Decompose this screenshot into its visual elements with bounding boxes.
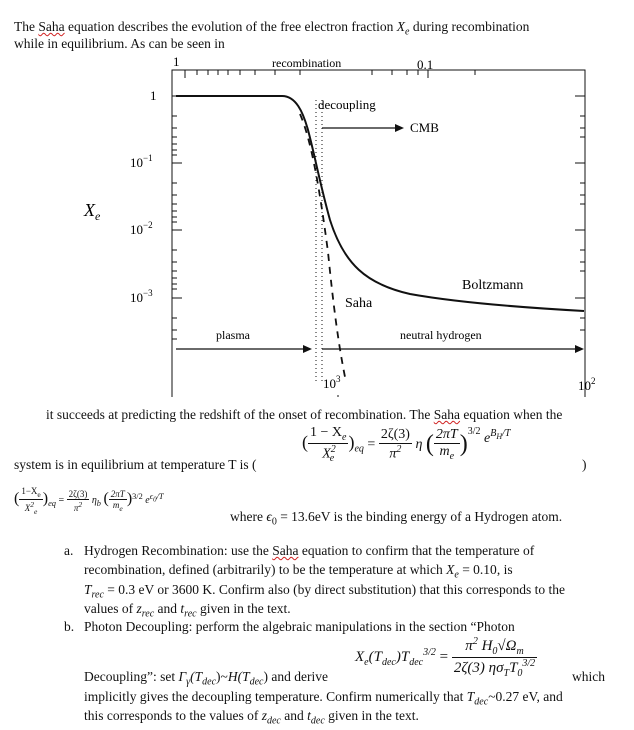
bottom-axis-left-label: $10^3$ bbox=[323, 374, 341, 391]
plasma-label: plasma bbox=[216, 328, 250, 342]
item-b-which: which bbox=[572, 669, 605, 684]
plot-frame bbox=[172, 70, 585, 397]
saha-dashed-curve bbox=[300, 114, 345, 377]
lhs-fraction: $\frac{1 - X_e}{X^2_e}$ bbox=[310, 425, 347, 465]
item-a-line-4: values of $z_{rec}$ and $t_{rec}$ given in the text. bbox=[84, 601, 291, 620]
recombination-label: recombination bbox=[272, 56, 342, 70]
intro-text: during recombination bbox=[409, 19, 530, 34]
saha-word: Saha bbox=[272, 543, 299, 558]
decoupling-label: decoupling bbox=[318, 97, 376, 112]
saha-word: Saha bbox=[38, 19, 65, 34]
saha-equation-inline: ( $\frac{1-X_e}{X^2_e}$ )$_{eq}$ = $\frac{2\zeta(3)}{\pi^2}$ $\eta_b$ ( $\frac{2\pi T}{m_e}$ )$^{3/2}$ $e^{\epsilon_0/T}$ bbox=[14, 486, 164, 516]
saha-word: Saha bbox=[433, 407, 461, 422]
body-text: it succeeds at predicting the redshift of the onset of recombination. The bbox=[46, 407, 434, 422]
item-b-line-3: implicitly gives the decoupling temperature. Confirm numerically that $T_{dec}\sim 0.27$ eV, and bbox=[84, 689, 563, 708]
left-axis-ticks bbox=[172, 96, 182, 339]
neutral-arrow-head bbox=[575, 345, 584, 353]
body-text: equation when the bbox=[460, 407, 563, 422]
neutral-hydrogen-label: neutral hydrogen bbox=[400, 328, 482, 342]
after-figure-line-1 bbox=[46, 406, 562, 423]
intro-line-2: while in equilibrium. As can be seen in bbox=[14, 36, 225, 51]
y-tick-1e-2: $10^{-2}$ bbox=[130, 220, 153, 237]
saha-equation-display: ( $\frac{1 - X_e}{X^2_e}$ )$_{eq}$ = $\frac{2\zeta(3)}{\pi^2}$ η ( $\frac{2\pi T}{m_e}$ )$^{3/2}$ $e^{B_H/T}$ bbox=[302, 425, 511, 465]
y-axis-label: $X_e$ bbox=[84, 200, 101, 223]
after-figure-line-2-close: ) bbox=[582, 457, 587, 472]
y-tick-1e-3: $10^{-3}$ bbox=[130, 288, 153, 305]
intro-text: equation describes the evolution of the free electron fraction bbox=[64, 19, 397, 34]
boltzmann-label: Boltzmann bbox=[462, 278, 524, 293]
item-b-line-2: Decoupling”: set $\Gamma_\gamma(T_{dec})\sim H(T_{dec})$ and derive bbox=[84, 669, 328, 688]
decoupling-fraction: $\frac{\pi^2 H_0√\Omega_m}{2\zeta(3) \eta\sigma_TT_0^{3/2}}$ bbox=[453, 636, 536, 679]
item-a-marker: a. bbox=[64, 543, 74, 558]
cmb-arrow-head bbox=[395, 124, 404, 132]
saha-label: Saha bbox=[345, 296, 373, 311]
plasma-arrow-head bbox=[303, 345, 312, 353]
item-a-line-1: Hydrogen Recombination: use the Saha equation to confirm that the temperature of bbox=[84, 543, 535, 558]
cmb-label: CMB bbox=[410, 120, 439, 135]
coef-fraction: $\frac{2\zeta(3)}{\pi^2}$ bbox=[380, 426, 410, 462]
xe-sub: e bbox=[405, 26, 410, 38]
binding-energy-line: where $\epsilon_0 = 13.6eV$ is the binding energy of a Hydrogen atom. bbox=[230, 509, 563, 528]
right-axis-ticks bbox=[575, 96, 585, 330]
y-tick-1: 1 bbox=[150, 88, 157, 103]
item-b-marker: b. bbox=[64, 619, 75, 634]
decoupling-equation: $X_e(T_{dec})T_{dec}^{3/2}$ = $\frac{\pi^2 H_0√\Omega_m}{2\zeta(3) \eta\sigma_TT_0^{3/2}}$ bbox=[355, 636, 536, 679]
top-axis-right-label: 0.1 bbox=[417, 57, 434, 72]
item-b-line-4: this corresponds to the values of $z_{dec}$ and $t_{dec}$ given in the text. bbox=[84, 708, 419, 727]
after-figure-line-2: system is in equilibrium at temperature T is ( bbox=[14, 457, 257, 472]
y-tick-1e-1: $10^{-1}$ bbox=[130, 153, 153, 170]
temperature-fraction: $\frac{2\pi T}{m_e}$ bbox=[435, 427, 458, 463]
top-axis-left-label: 1 bbox=[173, 54, 180, 69]
bottom-axis-right-label: $10^2$ bbox=[578, 376, 596, 393]
item-b-line-1: Photon Decoupling: perform the algebraic manipulations in the section “Photon bbox=[84, 619, 515, 634]
bottom-axis-ticks bbox=[195, 395, 338, 397]
item-a-line-3: $T_{rec} = 0.3$ eV or 3600 K. Confirm also (by direct substitution) that this corresponds to the bbox=[84, 582, 565, 601]
xe-var: X bbox=[396, 19, 405, 34]
recombination-figure bbox=[0, 52, 634, 397]
item-a-line-2: recombination, defined (arbitrarily) to be the temperature at which $X_e = 0.10$, is bbox=[84, 562, 513, 581]
intro-text: The bbox=[14, 19, 39, 34]
